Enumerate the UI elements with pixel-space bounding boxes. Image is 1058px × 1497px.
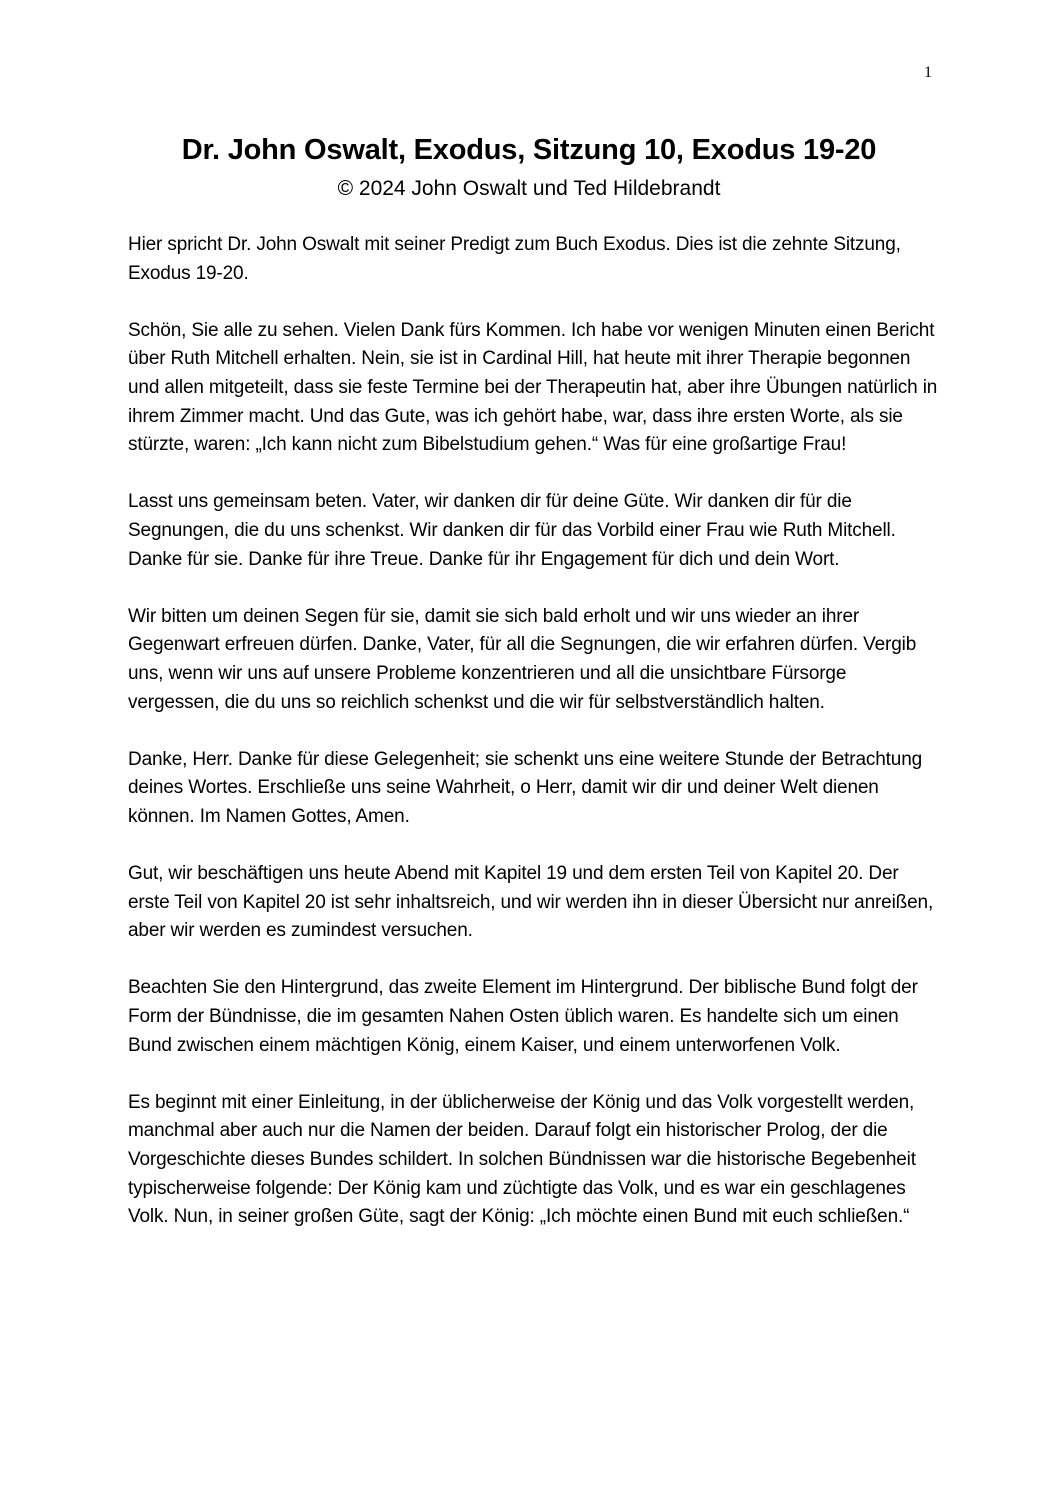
paragraph-prayer-2: Wir bitten um deinen Segen für sie, damit sie sich bald erholt und wir uns wieder an ihrer Gegenwart erfreuen dürfen. Danke, Vater, für all die Segnungen, die wir erfahren dürfen. Vergib uns, wenn wir uns auf unsere Probleme konzentrieren und all die unsichtbare Fürsorge vergessen, die du uns so reichlich schenkst und die wir für selbstverständlich halten. xyxy=(128,605,917,713)
paragraph-prayer-3: Danke, Herr. Danke für diese Gelegenheit; sie schenkt uns eine weitere Stunde der Betrachtung deines Wortes. Erschließe uns seine Wahrheit, o Herr, damit wir dir und deiner Welt dienen können. Im Namen Gottes, Amen. xyxy=(128,748,923,827)
paragraph-background: Beachten Sie den Hintergrund, das zweite Element im Hintergrund. Der biblische Bund folgt der Form der Bündnisse, die im gesamten Nahen Osten üblich waren. Es handelte sich um einen Bund zwischen einem mächtigen König, einem Kaiser, und einem unterworfenen Volk. xyxy=(128,977,918,1056)
paragraph-prayer-1: Lasst uns gemeinsam beten. Vater, wir danken dir für deine Güte. Wir danken dir für die Segnungen, die du uns schenkst. Wir danken dir für das Vorbild einer Frau wie Ruth Mitchell. Danke für sie. Danke für ihre Treue. Danke für ihr Engagement für dich und dein Wort. xyxy=(128,491,896,570)
paragraph-covenant-form: Es beginnt mit einer Einleitung, in der üblicherweise der König und das Volk vorgestellt werden, manchmal aber auch nur die Namen der beiden. Darauf folgt ein historischer Prolog, der die Vorgeschichte dieses Bundes schildert. In solchen Bündnissen war die historische Begebenheit typischerweise folgende: Der König kam und züchtigte das Volk, und es war ein geschlagenes Volk. Nun, in seiner großen Güte, sagt der König: „Ich möchte einen Bund mit euch schließen.“ xyxy=(128,1091,916,1228)
document-title: Dr. John Oswalt, Exodus, Sitzung 10, Exodus 19-20 xyxy=(181,134,877,166)
copyright-line: © 2024 John Oswalt und Ted Hildebrandt xyxy=(337,177,721,200)
paragraph-greeting: Schön, Sie alle zu sehen. Vielen Dank fürs Kommen. Ich habe vor wenigen Minuten einen Bericht über Ruth Mitchell erhalten. Nein, sie ist in Cardinal Hill, hat heute mit ihrer Therapie begonnen und allen mitgeteilt, dass sie feste Termine bei der Therapeutin hat, aber ihre Übungen natürlich in ihrem Zimmer macht. Und das Gute, was ich gehört habe, war, dass ihre ersten Worte, als sie stürzte, waren: „Ich kann nicht zum Bibelstudium gehen.“ Was für eine großartige Frau! xyxy=(128,319,938,456)
document-body xyxy=(128,231,940,1260)
paragraph-intro: Hier spricht Dr. John Oswalt mit seiner Predigt zum Buch Exodus. Dies ist die zehnte Sitzung, Exodus 19-20. xyxy=(128,234,901,284)
page-number: 1 xyxy=(924,64,932,81)
paragraph-chapters: Gut, wir beschäftigen uns heute Abend mit Kapitel 19 und dem ersten Teil von Kapitel 20. Der erste Teil von Kapitel 20 ist sehr inhaltsreich, und wir werden ihn in dieser Übersicht nur anreißen, aber wir werden es zumindest versuchen. xyxy=(128,863,934,942)
